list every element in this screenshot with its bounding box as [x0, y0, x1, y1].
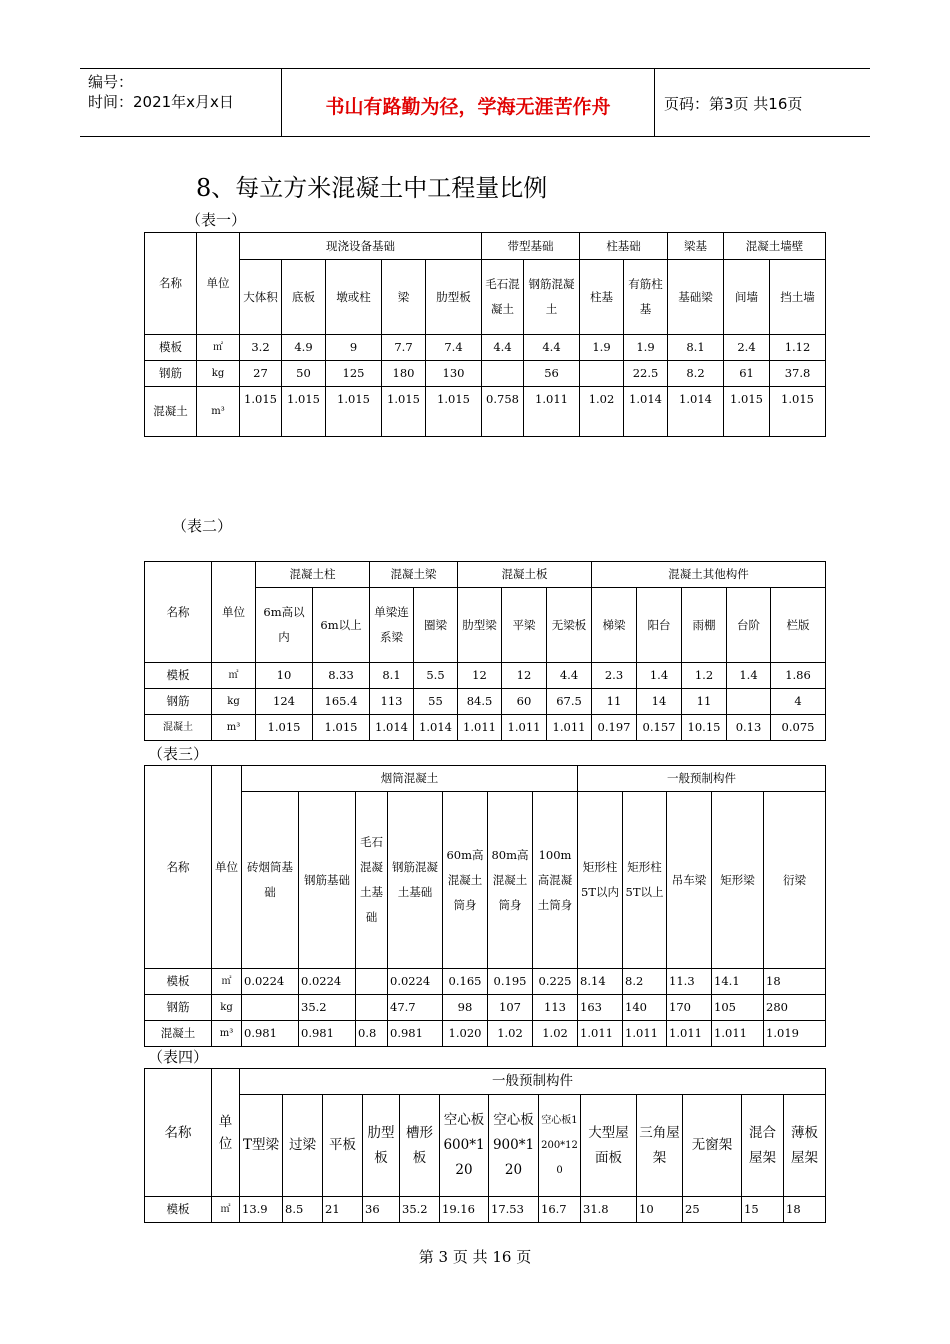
unit-cell: m³	[212, 715, 256, 741]
row-name-cell: 混凝土	[145, 387, 197, 437]
group-header: 带型基础	[482, 233, 580, 260]
value-cell: 1.015	[770, 387, 826, 437]
group-header: 柱基础	[580, 233, 668, 260]
table-row	[145, 995, 826, 1021]
col-header: 砖烟筒基础	[242, 792, 299, 969]
value-cell: 0.981	[242, 1021, 299, 1047]
value-cell: 113	[370, 689, 414, 715]
value-cell	[727, 689, 771, 715]
value-cell: 1.015	[426, 387, 482, 437]
value-cell: 1.015	[256, 715, 313, 741]
value-cell: 4.9	[282, 335, 326, 361]
col-header: 空心板900*120	[489, 1095, 539, 1197]
value-cell: 10	[637, 1197, 683, 1223]
value-cell: 0.8	[356, 1021, 388, 1047]
value-cell: 7.4	[426, 335, 482, 361]
page-info: 页码：第3页 共16页	[664, 95, 803, 113]
value-cell: 125	[326, 361, 382, 387]
col-header: 钢筋基础	[299, 792, 356, 969]
col-header: 三角屋架	[637, 1095, 683, 1197]
table-row	[145, 663, 826, 689]
value-cell: 98	[443, 995, 488, 1021]
col-header: 毛石混凝土	[482, 260, 524, 335]
value-cell: 31.8	[581, 1197, 637, 1223]
col-header-name: 名称	[145, 766, 212, 969]
value-cell: 56	[524, 361, 580, 387]
col-header-unit: 单位	[212, 1069, 240, 1197]
value-cell: 14.1	[712, 969, 764, 995]
value-cell: 10	[256, 663, 313, 689]
unit-cell: kg	[212, 689, 256, 715]
value-cell: 47.7	[388, 995, 443, 1021]
value-cell: 0.197	[592, 715, 637, 741]
table-row	[145, 1021, 826, 1047]
value-cell: 19.16	[440, 1197, 489, 1223]
group-header: 混凝土柱	[256, 562, 370, 588]
value-cell: 2.3	[592, 663, 637, 689]
table1-caption: （表一）	[186, 211, 247, 229]
value-cell: 17.53	[489, 1197, 539, 1223]
col-header: 槽形板	[400, 1095, 440, 1197]
col-header: 肋型梁	[458, 588, 502, 663]
col-header: 台阶	[727, 588, 771, 663]
value-cell: 0.0224	[242, 969, 299, 995]
group-header: 混凝土板	[458, 562, 592, 588]
unit-cell: kg	[197, 361, 240, 387]
col-header: 柱基	[580, 260, 624, 335]
value-cell: 1.02	[580, 387, 624, 437]
value-cell: 1.014	[624, 387, 668, 437]
value-cell: 8.14	[578, 969, 623, 995]
value-cell: 1.011	[578, 1021, 623, 1047]
col-header-name: 名称	[145, 233, 197, 335]
col-header: 矩形柱5T以内	[578, 792, 623, 969]
col-header: 有筋柱基	[624, 260, 668, 335]
value-cell: 22.5	[624, 361, 668, 387]
header-divider	[654, 68, 655, 136]
col-header: 无梁板	[547, 588, 592, 663]
value-cell: 0.165	[443, 969, 488, 995]
value-cell: 0.981	[388, 1021, 443, 1047]
col-header: 钢筋混凝土基础	[388, 792, 443, 969]
value-cell: 1.014	[668, 387, 724, 437]
value-cell: 0.157	[637, 715, 682, 741]
value-cell: 35.2	[299, 995, 356, 1021]
col-header: 混合屋架	[742, 1095, 784, 1197]
table4-caption: （表四）	[148, 1048, 209, 1066]
row-name-cell: 模板	[145, 1197, 212, 1223]
value-cell: 1.9	[580, 335, 624, 361]
value-cell: 1.011	[623, 1021, 667, 1047]
value-cell: 1.015	[326, 387, 382, 437]
value-cell: 8.1	[370, 663, 414, 689]
value-cell: 4.4	[524, 335, 580, 361]
value-cell: 1.015	[382, 387, 426, 437]
col-header: 雨棚	[682, 588, 727, 663]
value-cell: 7.7	[382, 335, 426, 361]
col-header-name: 名称	[145, 1069, 212, 1197]
value-cell: 8.33	[313, 663, 370, 689]
header-top-rule	[80, 68, 870, 69]
value-cell: 0.225	[533, 969, 578, 995]
value-cell: 16.7	[539, 1197, 581, 1223]
table2-caption: （表二）	[172, 517, 233, 535]
col-header: 肋型板	[426, 260, 482, 335]
col-header: 圈梁	[414, 588, 458, 663]
value-cell: 8.1	[668, 335, 724, 361]
col-header: 大体积	[240, 260, 282, 335]
group-header: 现浇设备基础	[240, 233, 482, 260]
value-cell	[482, 361, 524, 387]
value-cell	[580, 361, 624, 387]
col-header: 平板	[323, 1095, 363, 1197]
header-bottom-rule	[80, 136, 870, 137]
col-header: 衍梁	[764, 792, 826, 969]
group-header: 混凝土梁	[370, 562, 458, 588]
value-cell: 1.019	[764, 1021, 826, 1047]
value-cell: 2.4	[724, 335, 770, 361]
col-header: 底板	[282, 260, 326, 335]
value-cell: 35.2	[400, 1197, 440, 1223]
row-name-cell: 钢筋	[145, 995, 212, 1021]
unit-cell: m³	[197, 387, 240, 437]
value-cell: 37.8	[770, 361, 826, 387]
col-header: 梯梁	[592, 588, 637, 663]
value-cell: 1.4	[727, 663, 771, 689]
value-cell: 84.5	[458, 689, 502, 715]
row-name-cell: 模板	[145, 663, 212, 689]
value-cell	[242, 995, 299, 1021]
value-cell: 1.015	[724, 387, 770, 437]
col-header-unit: 单位	[212, 766, 242, 969]
value-cell: 1.02	[533, 1021, 578, 1047]
value-cell: 15	[742, 1197, 784, 1223]
value-cell: 180	[382, 361, 426, 387]
header-divider	[281, 68, 282, 136]
table-row	[145, 1197, 826, 1223]
col-header: 过梁	[283, 1095, 323, 1197]
value-cell: 11	[592, 689, 637, 715]
col-header: 单梁连系梁	[370, 588, 414, 663]
value-cell: 10.15	[682, 715, 727, 741]
value-cell: 170	[667, 995, 712, 1021]
col-header: 梁	[382, 260, 426, 335]
group-header: 混凝土其他构件	[592, 562, 826, 588]
col-header: 空心板1200*120	[539, 1095, 581, 1197]
value-cell: 8.5	[283, 1197, 323, 1223]
row-name-cell: 模板	[145, 335, 197, 361]
row-name-cell: 混凝土	[145, 715, 212, 741]
table-row	[145, 715, 826, 741]
time-label: 时间：2021年x月x日	[88, 93, 234, 111]
value-cell: 105	[712, 995, 764, 1021]
value-cell: 25	[683, 1197, 742, 1223]
value-cell: 1.12	[770, 335, 826, 361]
value-cell: 1.014	[414, 715, 458, 741]
table1	[144, 232, 826, 437]
group-header: 一般预制构件	[240, 1069, 826, 1095]
value-cell: 0.075	[771, 715, 826, 741]
table-row	[145, 387, 826, 437]
col-header: 6m以上	[313, 588, 370, 663]
unit-cell: ㎡	[212, 663, 256, 689]
col-header: 矩形梁	[712, 792, 764, 969]
col-header: 挡土墙	[770, 260, 826, 335]
value-cell: 13.9	[240, 1197, 283, 1223]
col-header: 平梁	[502, 588, 547, 663]
col-header: 空心板600*120	[440, 1095, 489, 1197]
value-cell: 18	[764, 969, 826, 995]
unit-cell: ㎡	[212, 1197, 240, 1223]
col-header-unit: 单位	[212, 562, 256, 663]
table-row	[145, 361, 826, 387]
col-header: 大型屋面板	[581, 1095, 637, 1197]
value-cell: 1.011	[712, 1021, 764, 1047]
col-header: 基础梁	[668, 260, 724, 335]
col-header: 毛石混凝土基础	[356, 792, 388, 969]
value-cell	[356, 995, 388, 1021]
col-header-unit: 单位	[197, 233, 240, 335]
col-header: 间墙	[724, 260, 770, 335]
value-cell: 1.020	[443, 1021, 488, 1047]
value-cell: 14	[637, 689, 682, 715]
value-cell: 0.0224	[299, 969, 356, 995]
value-cell: 61	[724, 361, 770, 387]
value-cell: 1.014	[370, 715, 414, 741]
col-header-name: 名称	[145, 562, 212, 663]
header-meta	[88, 72, 234, 112]
value-cell: 1.011	[667, 1021, 712, 1047]
unit-cell: m³	[212, 1021, 242, 1047]
value-cell: 1.011	[524, 387, 580, 437]
row-name-cell: 钢筋	[145, 361, 197, 387]
value-cell: 1.2	[682, 663, 727, 689]
value-cell: 0.758	[482, 387, 524, 437]
col-header: 80m高混凝土筒身	[488, 792, 533, 969]
value-cell: 113	[533, 995, 578, 1021]
value-cell: 163	[578, 995, 623, 1021]
col-header: 肋型板	[363, 1095, 400, 1197]
row-name-cell: 模板	[145, 969, 212, 995]
col-header: 100m高混凝土筒身	[533, 792, 578, 969]
value-cell: 1.015	[282, 387, 326, 437]
col-header: 矩形柱5T以上	[623, 792, 667, 969]
value-cell: 0.13	[727, 715, 771, 741]
col-header: 60m高混凝土筒身	[443, 792, 488, 969]
col-header: 无窗架	[683, 1095, 742, 1197]
col-header: 阳台	[637, 588, 682, 663]
value-cell: 55	[414, 689, 458, 715]
value-cell: 1.015	[240, 387, 282, 437]
table4	[144, 1068, 826, 1223]
value-cell: 1.011	[502, 715, 547, 741]
value-cell: 67.5	[547, 689, 592, 715]
value-cell: 11	[682, 689, 727, 715]
table-row	[145, 689, 826, 715]
unit-cell: ㎡	[212, 969, 242, 995]
value-cell: 1.011	[458, 715, 502, 741]
value-cell: 165.4	[313, 689, 370, 715]
value-cell: 130	[426, 361, 482, 387]
value-cell: 1.4	[637, 663, 682, 689]
table3-caption: （表三）	[148, 745, 209, 763]
value-cell: 1.02	[488, 1021, 533, 1047]
value-cell: 12	[458, 663, 502, 689]
unit-cell: kg	[212, 995, 242, 1021]
value-cell: 5.5	[414, 663, 458, 689]
value-cell: 12	[502, 663, 547, 689]
value-cell: 8.2	[623, 969, 667, 995]
group-header: 烟筒混凝土	[242, 766, 578, 792]
value-cell: 1.011	[547, 715, 592, 741]
group-header: 一般预制构件	[578, 766, 826, 792]
number-label: 编号：	[88, 73, 134, 91]
value-cell: 1.015	[313, 715, 370, 741]
page-footer: 第 3 页 共 16 页	[418, 1248, 532, 1266]
group-header: 混凝土墙壁	[724, 233, 826, 260]
value-cell: 140	[623, 995, 667, 1021]
value-cell: 21	[323, 1197, 363, 1223]
col-header: 6m高以内	[256, 588, 313, 663]
col-header: 薄板屋架	[784, 1095, 826, 1197]
value-cell: 280	[764, 995, 826, 1021]
value-cell: 0.0224	[388, 969, 443, 995]
col-header: 钢筋混凝土	[524, 260, 580, 335]
value-cell: 1.86	[771, 663, 826, 689]
col-header: 墩或柱	[326, 260, 382, 335]
value-cell	[356, 969, 388, 995]
value-cell: 0.195	[488, 969, 533, 995]
col-header: 吊车梁	[667, 792, 712, 969]
value-cell: 27	[240, 361, 282, 387]
table-row	[145, 969, 826, 995]
value-cell: 4.4	[482, 335, 524, 361]
col-header: T型梁	[240, 1095, 283, 1197]
value-cell: 4	[771, 689, 826, 715]
value-cell: 9	[326, 335, 382, 361]
value-cell: 11.3	[667, 969, 712, 995]
table2	[144, 561, 826, 741]
table-row	[145, 335, 826, 361]
value-cell: 3.2	[240, 335, 282, 361]
value-cell: 124	[256, 689, 313, 715]
value-cell: 4.4	[547, 663, 592, 689]
row-name-cell: 钢筋	[145, 689, 212, 715]
value-cell: 0.981	[299, 1021, 356, 1047]
group-header: 梁基	[668, 233, 724, 260]
unit-cell: ㎡	[197, 335, 240, 361]
value-cell: 8.2	[668, 361, 724, 387]
value-cell: 36	[363, 1197, 400, 1223]
row-name-cell: 混凝土	[145, 1021, 212, 1047]
col-header: 栏版	[771, 588, 826, 663]
value-cell: 1.9	[624, 335, 668, 361]
value-cell: 60	[502, 689, 547, 715]
value-cell: 50	[282, 361, 326, 387]
header-motto: 书山有路勤为径，学海无涯苦作舟	[325, 96, 611, 118]
value-cell: 107	[488, 995, 533, 1021]
section-heading: 8、每立方米混凝土中工程量比例	[196, 174, 548, 202]
value-cell: 18	[784, 1197, 826, 1223]
table3	[144, 765, 826, 1047]
